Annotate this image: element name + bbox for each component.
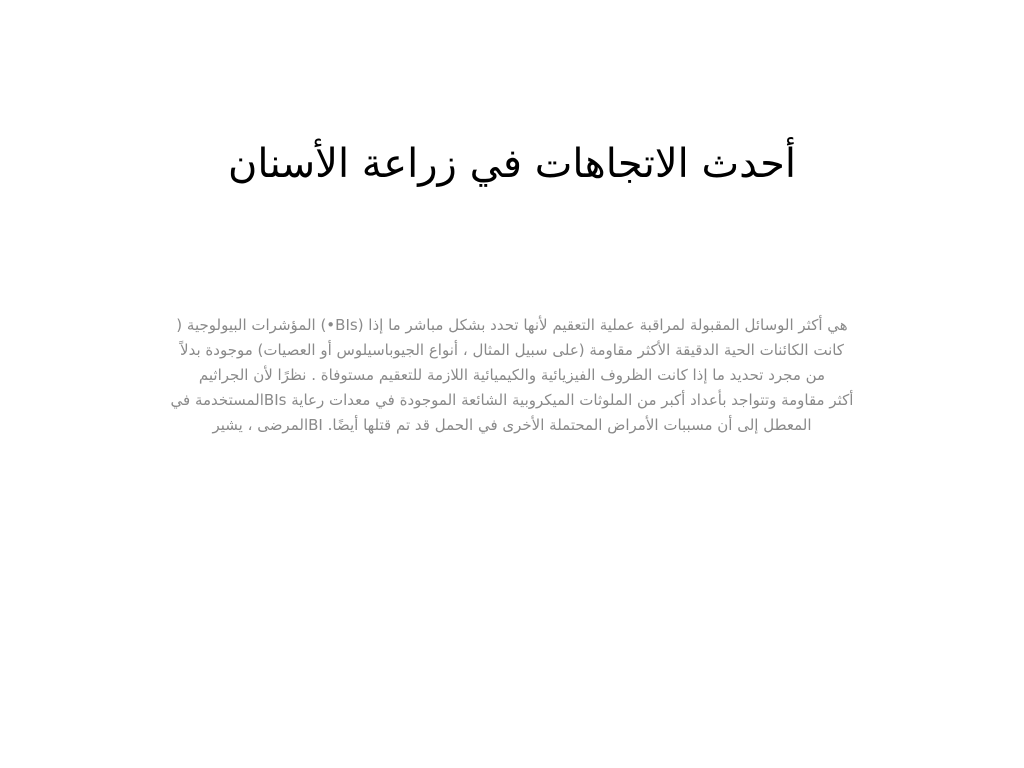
slide-title: أحدث الاتجاهات في زراعة الأسنان — [228, 141, 796, 187]
body-line: كانت الكائنات الحية الدقيقة الأكثر مقاومة (على سبيل المثال ، أنواع الجيوباسيلوس أو العصيات) موجودة بدلاً — [180, 341, 844, 359]
body-line: أكثر مقاومة وتتواجد بأعداد أكبر من الملوثات الميكروبية الشائعة الموجودة في معدات رعاية BIsالمستخدمة في — [170, 391, 854, 409]
body-line: من مجرد تحديد ما إذا كانت الظروف الفيزيائية والكيميائية اللازمة للتعقيم مستوفاة . نظرًا لأن الجراثيم — [198, 366, 826, 384]
body-line: المعطل إلى أن مسببات الأمراض المحتملة الأخرى في الحمل قد تم قتلها أيضًا. BIالمرضى ، يشير — [212, 416, 812, 434]
body-line: هي أكثر الوسائل المقبولة لمراقبة عملية التعقيم لأنها تحدد بشكل مباشر ما إذا (BIs•) المؤشرات البيولوجية ( — [176, 316, 848, 334]
slide-body — [110, 313, 914, 438]
